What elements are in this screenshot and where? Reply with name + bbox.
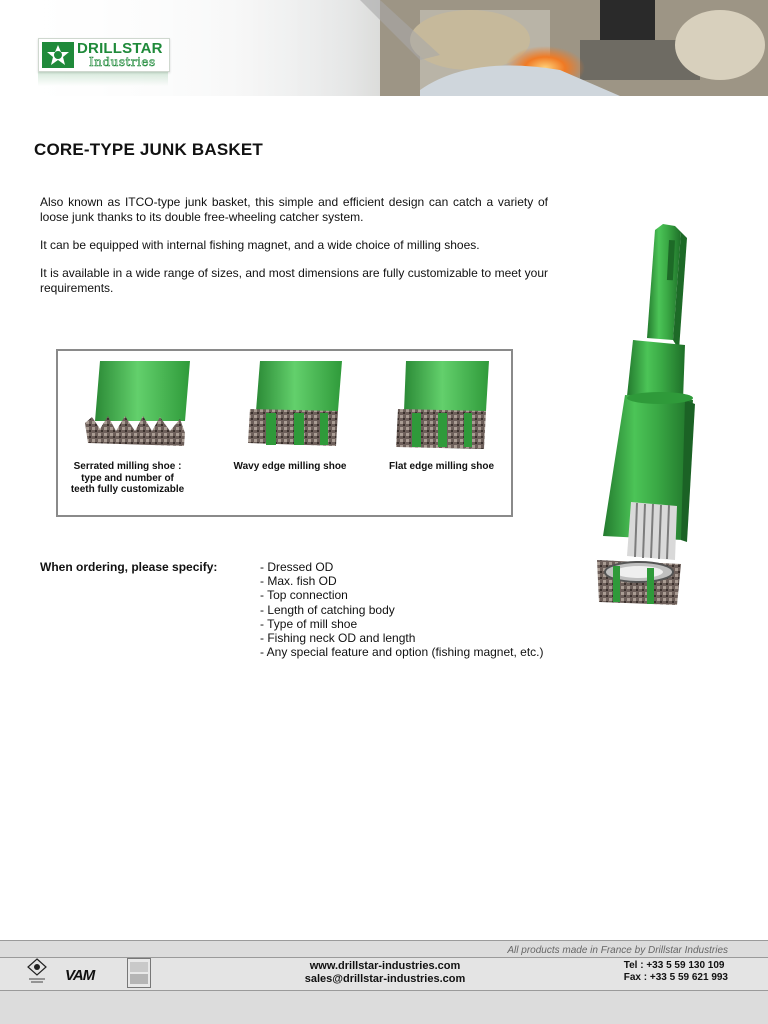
list-item: - Max. fish OD <box>260 574 337 589</box>
list-item: - Any special feature and option (fishing magnet, etc.) <box>260 645 544 660</box>
footer-web-contact <box>285 960 485 986</box>
list-item: - Dressed OD <box>260 560 334 574</box>
logo-name: DRILLSTAR <box>77 40 163 57</box>
star-logo-icon <box>42 42 74 68</box>
company-logo <box>38 38 170 72</box>
junk-basket-illustration <box>585 220 725 620</box>
website-link[interactable]: www.drillstar-industries.com <box>309 960 461 972</box>
ordering-list <box>260 560 550 659</box>
list-item: - Length of catching body <box>260 602 395 617</box>
intro-paragraph: Also known as ITCO-type junk basket, this simple and efficient design can catch a variety of loose junk thanks to its double free-wheeling catcher system. <box>40 195 548 224</box>
intro-paragraph: It can be equipped with internal fishing magnet, and a wide choice of milling shoes. <box>40 238 480 252</box>
fax-number: Fax : +33 5 59 621 993 <box>623 972 728 983</box>
footer-divider <box>0 957 768 958</box>
list-item: - Type of mill shoe <box>260 616 358 631</box>
flat-shoe-image <box>394 361 489 456</box>
shoe-caption-flat: Flat edge milling shoe <box>388 461 494 472</box>
serrated-shoe-image <box>80 361 190 456</box>
logo-reflection <box>38 72 168 86</box>
api-certification-icon <box>26 958 48 984</box>
ordering-label: When ordering, please specify: <box>40 560 218 574</box>
milling-shoes-panel <box>56 349 513 517</box>
certification-badge-icon <box>127 958 151 988</box>
tel-number: Tel : +33 5 59 130 109 <box>623 960 725 971</box>
intro-paragraph: It is available in a wide range of sizes, and most dimensions are fully customizable to meet your requirements. <box>40 266 548 295</box>
footer-divider <box>0 990 768 991</box>
list-item: - Top connection <box>260 588 348 603</box>
page-title: CORE-TYPE JUNK BASKET <box>34 140 264 159</box>
vam-logo: VAM <box>65 967 95 984</box>
shoe-caption-serrated: Serrated milling shoe : type and number of teeth fully customizable <box>70 461 185 495</box>
wavy-shoe-image <box>242 361 342 456</box>
list-item: - Fishing neck OD and length <box>260 631 416 646</box>
shoe-caption-wavy: Wavy edge milling shoe <box>233 461 347 472</box>
footer-note: All products made in France by Drillstar Industries <box>507 945 728 956</box>
phone-contact <box>624 960 728 984</box>
email-link[interactable]: sales@drillstar-industries.com <box>304 973 466 985</box>
logo-subtitle: Industries <box>89 55 156 69</box>
footer <box>0 941 768 1024</box>
